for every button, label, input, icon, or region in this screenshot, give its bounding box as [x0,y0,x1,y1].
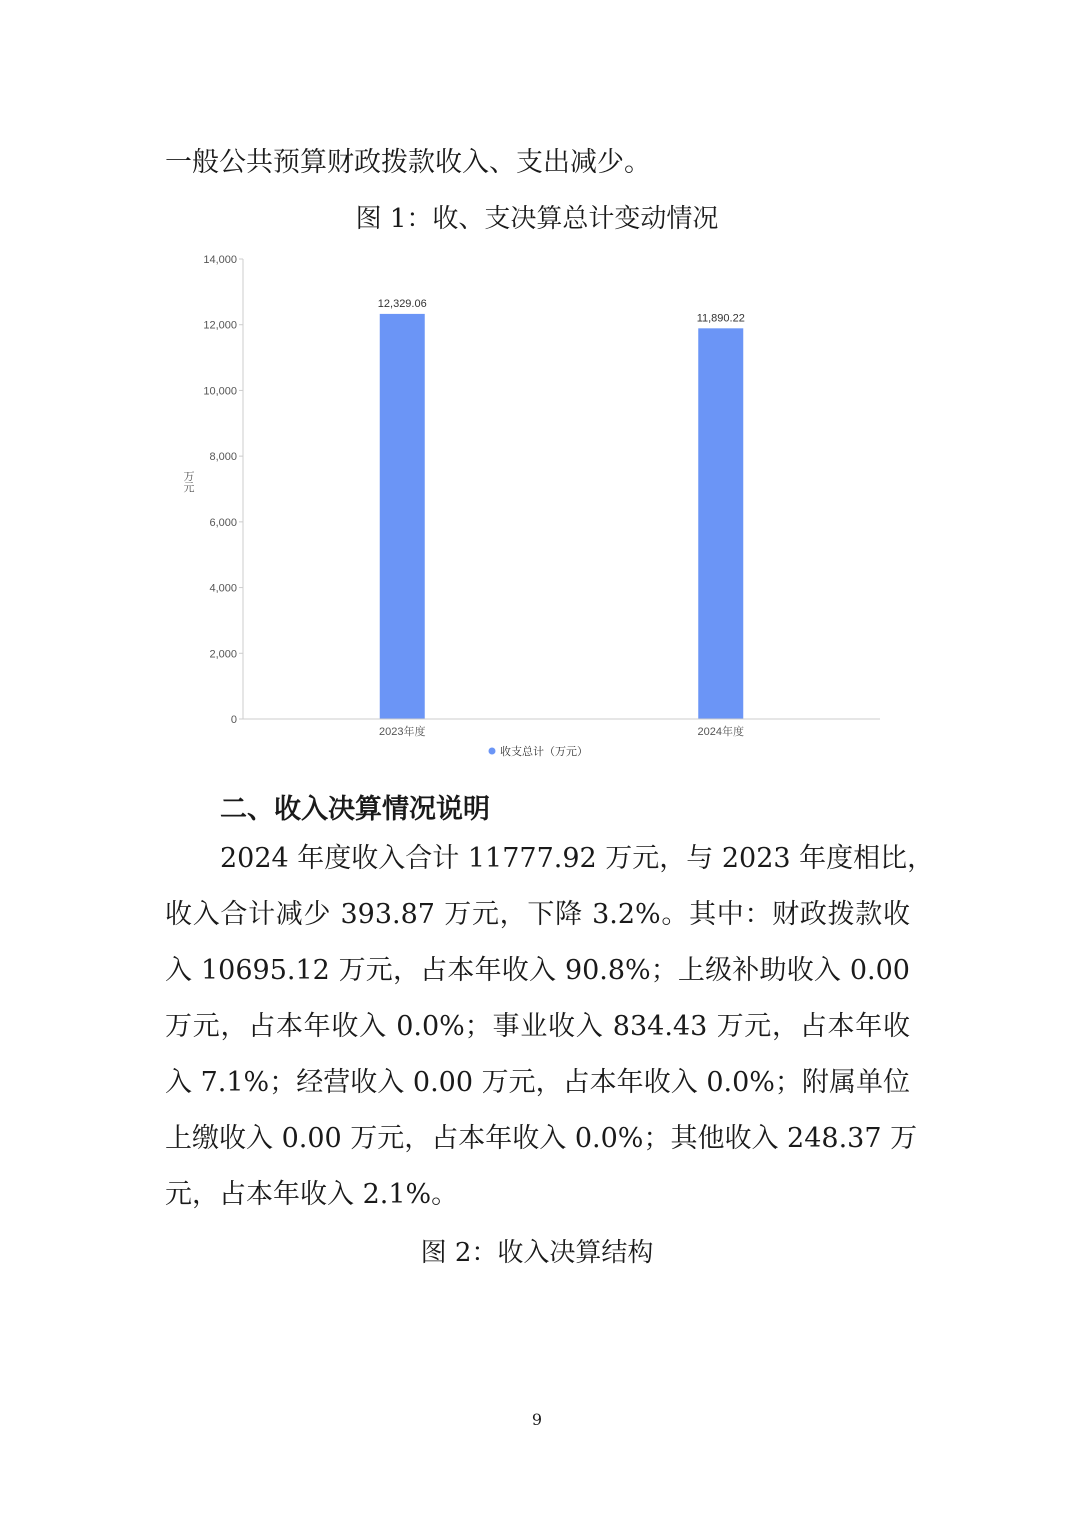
y-tick-label: 0 [230,714,237,726]
y-tick-label: 6,000 [209,516,237,529]
page-number: 9 [531,1410,543,1429]
y-tick-label: 10,000 [203,385,237,398]
paragraph-line: 元，占本年收入 2.1%。 [165,1179,459,1210]
paragraph-line: 上缴收入 0.00 万元，占本年收入 0.0%；其他收入 248.37 万 [165,1123,918,1154]
x-tick-label: 2024年度 [697,726,744,738]
figure2-caption: 图 2：收入决算结构 [420,1238,654,1268]
section2-heading: 二、收入决算情况说明 [220,794,490,825]
y-tick-label: 2,000 [209,648,237,661]
y-tick-label: 8,000 [209,451,237,464]
bar [380,314,425,719]
bar-data-label: 11,890.22 [696,312,745,325]
x-axis [243,719,880,738]
y-axis-label: 万元 [183,471,195,494]
intro-line: 一般公共预算财政拨款收入、支出减少。 [165,147,651,178]
bars [378,298,745,719]
legend-marker [489,748,496,755]
y-tick-label: 14,000 [203,254,237,266]
legend [489,744,589,758]
bar-data-label: 12,329.06 [377,297,427,310]
y-tick-label: 12,000 [203,319,237,332]
x-tick-label: 2023年度 [379,726,426,738]
paragraph-line: 入 10695.12 万元，占本年收入 90.8%；上级补助收入 0.00 [165,955,910,986]
paragraph-line: 入 7.1%；经营收入 0.00 万元，占本年收入 0.0%；附属单位 [165,1067,910,1098]
paragraph-line: 收入合计减少 393.87 万元，下降 3.2%。其中：财政拨款收 [165,899,910,930]
bar [698,328,743,719]
bar-chart [170,245,890,775]
legend-label: 收支总计（万元） [500,746,588,758]
figure1-caption: 图 1：收、支决算总计变动情况 [355,204,719,234]
paragraph-line: 万元，占本年收入 0.0%；事业收入 834.43 万元，占本年收 [165,1011,910,1042]
y-tick-label: 4,000 [209,582,237,595]
paragraph-line: 2024 年度收入合计 11777.92 万元，与 2023 年度相比， [220,843,935,874]
y-axis [203,254,243,726]
